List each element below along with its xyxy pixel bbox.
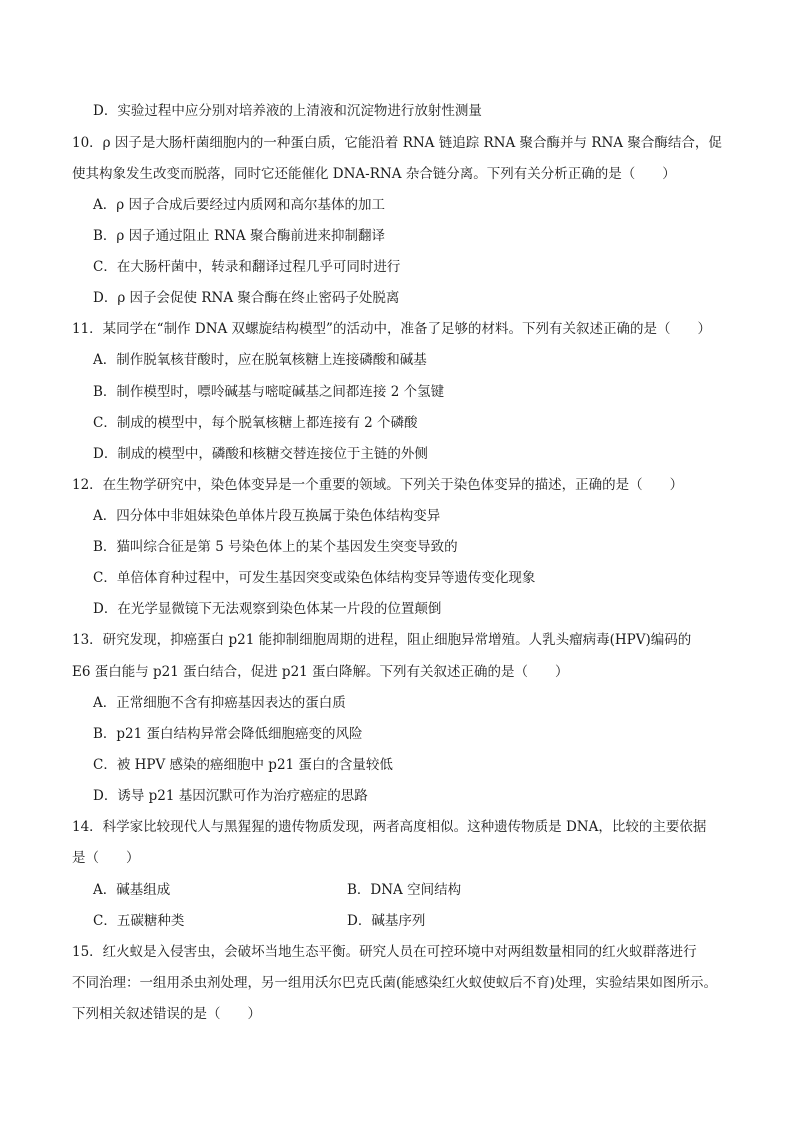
q14-option-b: B．DNA 空间结构 [347,882,462,898]
q9-option-d: D．实验过程中应分别对培养液的上清液和沉淀物进行放射性测量 [93,103,482,119]
q13-option-d: D．诱导 p21 基因沉默可作为治疗癌症的思路 [93,788,368,804]
q14-option-a: A．碱基组成 [93,882,171,898]
q10-option-d: D．ρ 因子会促使 RNA 聚合酶在终止密码子处脱离 [93,290,400,306]
q13-stem-line-2: E6 蛋白能与 p21 蛋白结合，促进 p21 蛋白降解。下列有关叙述正确的是（ ） [72,664,569,680]
q11-option-a: A．制作脱氧核苷酸时，应在脱氧核糖上连接磷酸和碱基 [93,352,427,368]
q12-option-c: C．单倍体育种过程中，可发生基因突变或染色体结构变异等遗传变化现象 [93,570,536,586]
q13-stem-line-1: 13．研究发现，抑癌蛋白 p21 能抑制细胞周期的进程，阻止细胞异常增殖。人乳头瘤病毒(HPV)编码的 [72,632,692,648]
q10-stem-line-1: 10．ρ 因子是大肠杆菌细胞内的一种蛋白质，它能沿着 RNA 链追踪 RNA 聚合酶并与 RNA 聚合酶结合，促 [72,135,722,151]
q12-option-d: D．在光学显微镜下无法观察到染色体某一片段的位置颠倒 [93,601,442,617]
q10-stem-line-2: 使其构象发生改变而脱落，同时它还能催化 DNA-RNA 杂合链分离。下列有关分析正确的是（ ） [72,166,676,182]
q10-option-b: B．ρ 因子通过阻止 RNA 聚合酶前进来抑制翻译 [93,228,385,244]
q11-stem-line-1: 11．某同学在“制作 DNA 双螺旋结构模型”的活动中，准备了足够的材料。下列有关叙述正确的是（ ） [72,321,711,337]
q15-stem-line-3: 下列相关叙述错误的是（ ） [72,1006,261,1022]
q10-option-c: C．在大肠杆菌中，转录和翻译过程几乎可同时进行 [93,259,401,275]
q11-option-c: C．制成的模型中，每个脱氧核糖上都连接有 2 个磷酸 [93,415,418,431]
q12-stem-line-1: 12．在生物学研究中，染色体变异是一个重要的领域。下列关于染色体变异的描述，正确的是（ ） [72,477,684,493]
q13-option-a: A．正常细胞不含有抑癌基因表达的蛋白质 [93,695,346,711]
q15-stem-line-1: 15．红火蚁是入侵害虫，会破坏当地生态平衡。研究人员在可控环境中对两组数量相同的红火蚁群落进行 [72,944,697,960]
q14-stem-line-1: 14．科学家比较现代人与黑猩猩的遗传物质发现，两者高度相似。这种遗传物质是 DNA，比较的主要依据 [72,819,707,835]
q10-option-a: A．ρ 因子合成后要经过内质网和高尔基体的加工 [93,197,385,213]
q12-option-b: B．猫叫综合征是第 5 号染色体上的某个基因发生突变导致的 [93,539,458,555]
q11-option-b: B．制作模型时，嘌呤碱基与嘧啶碱基之间都连接 2 个氢键 [93,384,445,400]
q13-option-b: B．p21 蛋白结构异常会降低细胞癌变的风险 [93,726,363,742]
q14-stem-line-2: 是（ ） [72,850,140,866]
q11-option-d: D．制成的模型中，磷酸和核糖交替连接位于主链的外侧 [93,446,428,462]
q14-option-d: D．碱基序列 [347,913,426,929]
q15-stem-line-2: 不同治理：一组用杀虫剂处理，另一组用沃尔巴克氏菌(能感染红火蚁使蚁后不育)处理，实验结果如图所示。 [72,975,718,991]
q12-option-a: A．四分体中非姐妹染色单体片段互换属于染色体结构变异 [93,508,441,524]
q14-option-c: C．五碳糖种类 [93,913,185,929]
q13-option-c: C．被 HPV 感染的癌细胞中 p21 蛋白的含量较低 [93,757,393,773]
